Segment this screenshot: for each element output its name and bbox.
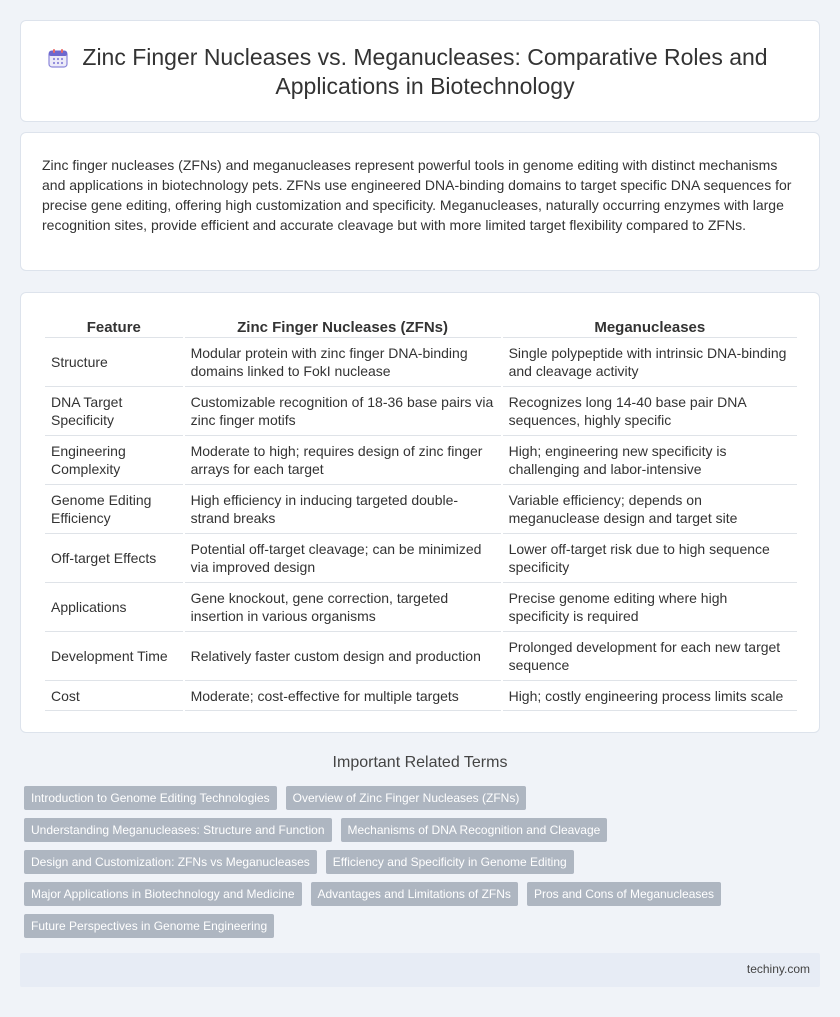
zfn-cell: Moderate to high; requires design of zinc finger arrays for each target [185, 436, 501, 485]
table-header-row [45, 315, 797, 338]
related-tag[interactable]: Design and Customization: ZFNs vs Meganucleases [24, 850, 317, 874]
zfn-cell: Modular protein with zinc finger DNA-binding domains linked to FokI nuclease [185, 338, 501, 387]
zfn-cell: Potential off-target cleavage; can be minimized via improved design [185, 534, 501, 583]
feature-cell: Engineering Complexity [45, 436, 183, 485]
feature-cell: Cost [45, 681, 183, 711]
table-row [45, 387, 797, 436]
comparison-table [43, 315, 799, 711]
related-tag[interactable]: Understanding Meganucleases: Structure and Function [24, 818, 332, 842]
meganuclease-cell: Lower off-target risk due to high sequence specificity [503, 534, 797, 583]
related-terms-tags [24, 786, 814, 946]
zfn-cell: High efficiency in inducing targeted double-strand breaks [185, 485, 501, 534]
zfn-cell: Moderate; cost-effective for multiple targets [185, 681, 501, 711]
meganuclease-cell: High; engineering new specificity is challenging and labor-intensive [503, 436, 797, 485]
page-title: Zinc Finger Nucleases vs. Meganucleases: Comparative Roles and Applications in Biotechnology [82, 44, 768, 99]
zfn-cell: Gene knockout, gene correction, targeted insertion in various organisms [185, 583, 501, 632]
meganuclease-cell: Recognizes long 14-40 base pair DNA sequences, highly specific [503, 387, 797, 436]
table-row [45, 681, 797, 711]
footer [20, 953, 820, 987]
header-feature: Feature [45, 315, 183, 338]
footer-site-link[interactable]: techiny.com [746, 962, 810, 976]
header-meganucleases: Meganucleases [503, 315, 797, 338]
feature-cell: Off-target Effects [45, 534, 183, 583]
table-row [45, 632, 797, 681]
related-tag[interactable]: Advantages and Limitations of ZFNs [311, 882, 518, 906]
zfn-cell: Customizable recognition of 18-36 base pairs via zinc finger motifs [185, 387, 501, 436]
title-card [20, 20, 820, 122]
feature-cell: Development Time [45, 632, 183, 681]
related-tag[interactable]: Introduction to Genome Editing Technologies [24, 786, 277, 810]
related-tag[interactable]: Major Applications in Biotechnology and Medicine [24, 882, 302, 906]
meganuclease-cell: Prolonged development for each new target sequence [503, 632, 797, 681]
feature-cell: DNA Target Specificity [45, 387, 183, 436]
related-tag[interactable]: Future Perspectives in Genome Engineering [24, 914, 274, 938]
related-tag[interactable]: Overview of Zinc Finger Nucleases (ZFNs) [286, 786, 527, 810]
comparison-card [20, 292, 820, 733]
meganuclease-cell: Variable efficiency; depends on meganuclease design and target site [503, 485, 797, 534]
zfn-cell: Relatively faster custom design and production [185, 632, 501, 681]
feature-cell: Genome Editing Efficiency [45, 485, 183, 534]
meganuclease-cell: Precise genome editing where high specificity is required [503, 583, 797, 632]
feature-cell: Structure [45, 338, 183, 387]
meganuclease-cell: High; costly engineering process limits scale [503, 681, 797, 711]
table-row [45, 338, 797, 387]
header-zfn: Zinc Finger Nucleases (ZFNs) [185, 315, 501, 338]
intro-paragraph: Zinc finger nucleases (ZFNs) and meganucleases represent powerful tools in genome editing with distinct mechanisms and applications in biotechnology pets. ZFNs use engineered DNA-binding domains to target specific DNA sequences for precise gene editing, offering high customization and specificity. Meganucleases, naturally occurring enzymes with large recognition sites, provide efficient and accurate cleavage but with more limited target flexibility compared to ZFNs. [42, 157, 792, 233]
related-terms-heading: Important Related Terms [332, 754, 508, 771]
table-row [45, 534, 797, 583]
related-tag[interactable]: Mechanisms of DNA Recognition and Cleavage [341, 818, 608, 842]
related-tag[interactable]: Pros and Cons of Meganucleases [527, 882, 721, 906]
feature-cell: Applications [45, 583, 183, 632]
table-row [45, 485, 797, 534]
meganuclease-cell: Single polypeptide with intrinsic DNA-binding and cleavage activity [503, 338, 797, 387]
table-row [45, 583, 797, 632]
intro-card [20, 132, 820, 271]
table-row [45, 436, 797, 485]
related-tag[interactable]: Efficiency and Specificity in Genome Editing [326, 850, 574, 874]
